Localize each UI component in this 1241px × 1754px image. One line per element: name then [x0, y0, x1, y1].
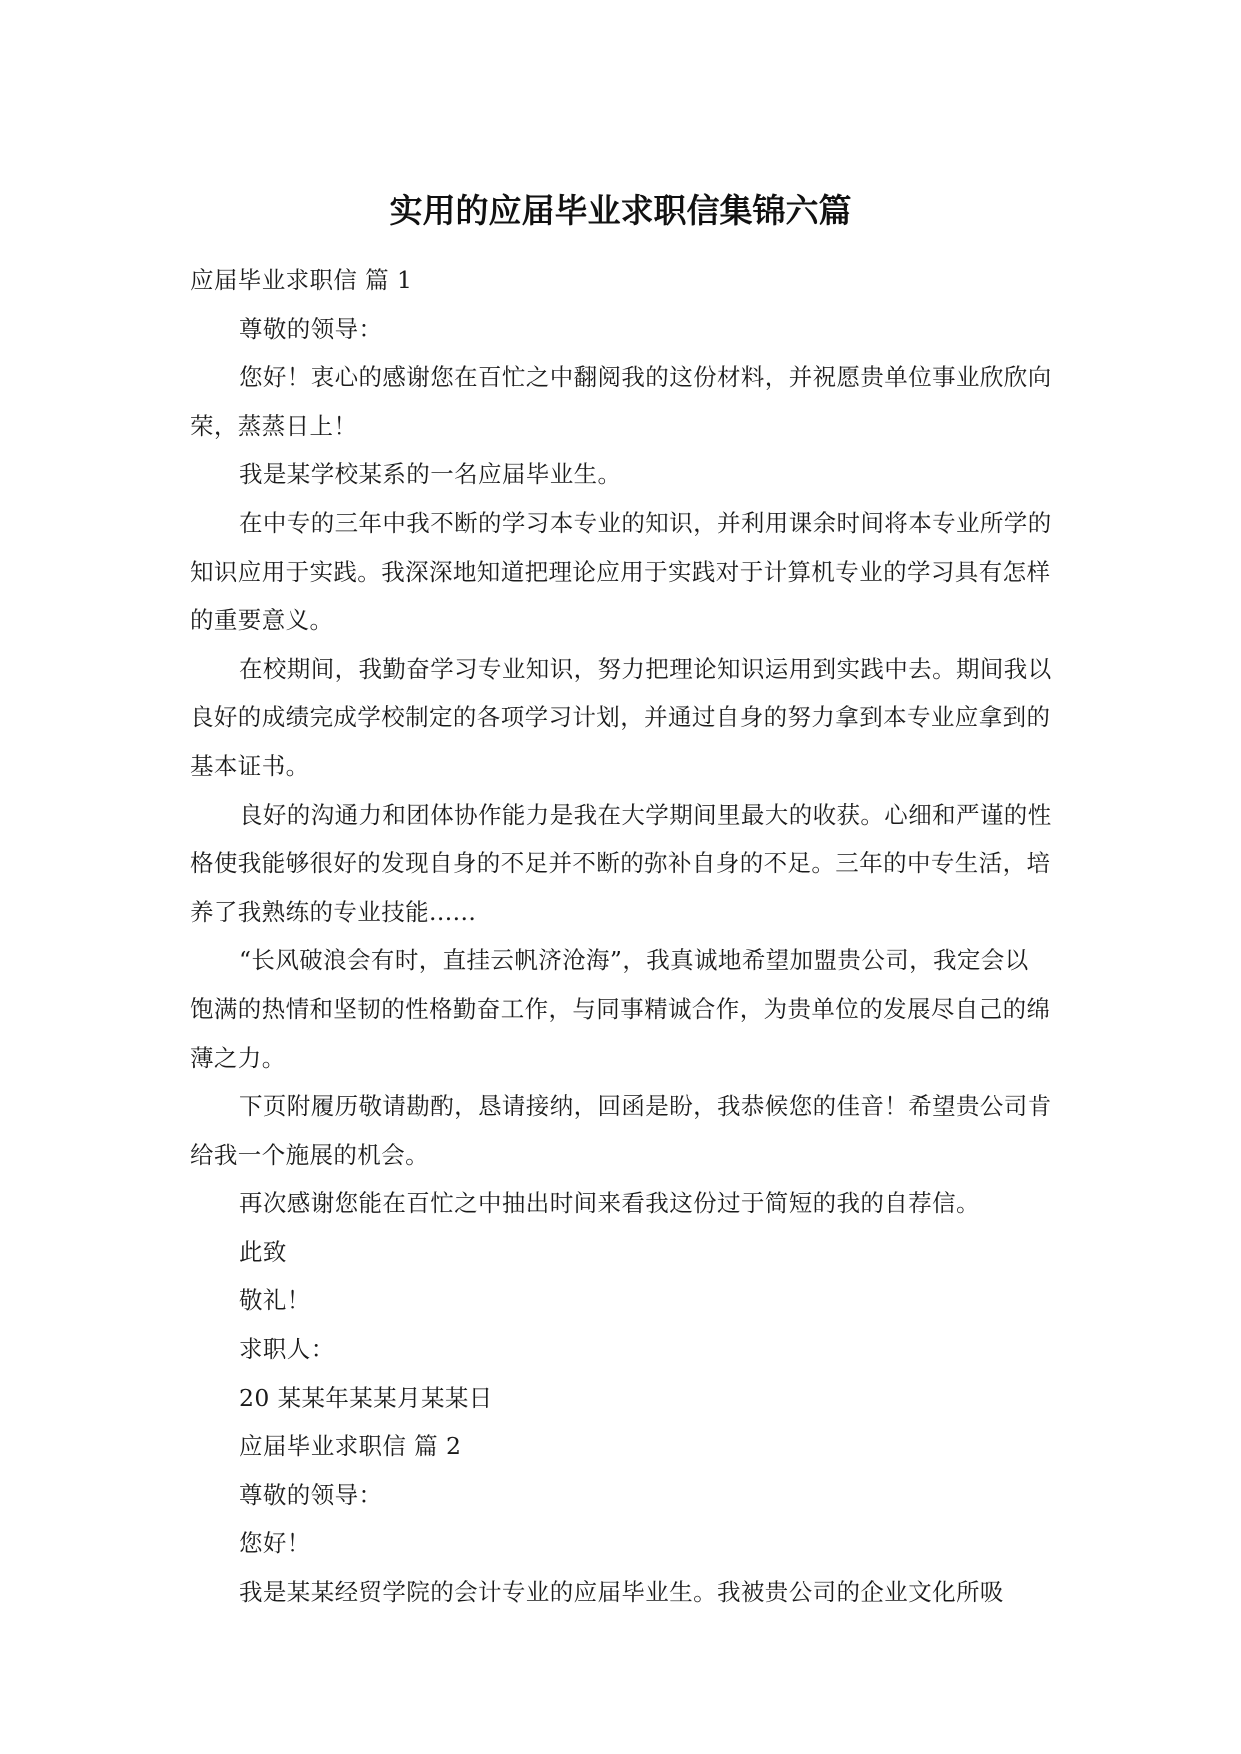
paragraph: 下页附履历敬请勘酌，恳请接纳，回函是盼，我恭候您的佳音！希望贵公司肯给我一个施展的机会。	[190, 1092, 1052, 1169]
paragraph: 在校期间，我勤奋学习专业知识，努力把理论知识运用到实践中去。期间我以良好的成绩完成学校制定的各项学习计划，并通过自身的努力拿到本专业应拿到的基本证书。	[190, 654, 1052, 780]
greeting: 您好！	[239, 1529, 311, 1558]
document-body	[190, 256, 1052, 1617]
section-heading-1: 应届毕业求职信 篇 1	[190, 266, 413, 294]
paragraph: 我是某某经贸学院的会计专业的应届毕业生。我被贵公司的企业文化所吸	[239, 1578, 1004, 1607]
signer-line: 求职人：	[239, 1335, 335, 1364]
salutation: 尊敬的领导：	[239, 314, 383, 343]
salutation: 尊敬的领导：	[239, 1480, 383, 1509]
paragraph: 再次感谢您能在百忙之中抽出时间来看我这份过于简短的我的自荐信。	[239, 1189, 980, 1218]
closing-line: 此致	[239, 1237, 287, 1266]
closing-line: 敬礼！	[239, 1286, 311, 1315]
paragraph: 良好的沟通力和团体协作能力是我在大学期间里最大的收获。心细和严谨的性格使我能够很好的发现自身的不足并不断的弥补自身的不足。三年的中专生活，培养了我熟练的专业技能......	[190, 800, 1052, 926]
section-heading-2: 应届毕业求职信 篇 2	[239, 1432, 462, 1461]
date-line: 20 某某年某某月某某日	[239, 1383, 493, 1412]
document-title: 实用的应届毕业求职信集锦六篇	[389, 191, 852, 230]
paragraph: 您好！衷心的感谢您在百忙之中翻阅我的这份材料，并祝愿贵单位事业欣欣向荣，蒸蒸日上！	[190, 363, 1052, 440]
paragraph: 我是某学校某系的一名应届毕业生。	[239, 460, 622, 489]
paragraph: 在中专的三年中我不断的学习本专业的知识，并利用课余时间将本专业所学的知识应用于实践。我深深地知道把理论应用于实践对于计算机专业的学习具有怎样的重要意义。	[190, 508, 1052, 635]
paragraph: “长风破浪会有时，直挂云帆济沧海”，我真诚地希望加盟贵公司，我定会以饱满的热情和坚韧的性格勤奋工作，与同事精诚合作，为贵单位的发展尽自己的绵薄之力。	[190, 946, 1051, 1072]
